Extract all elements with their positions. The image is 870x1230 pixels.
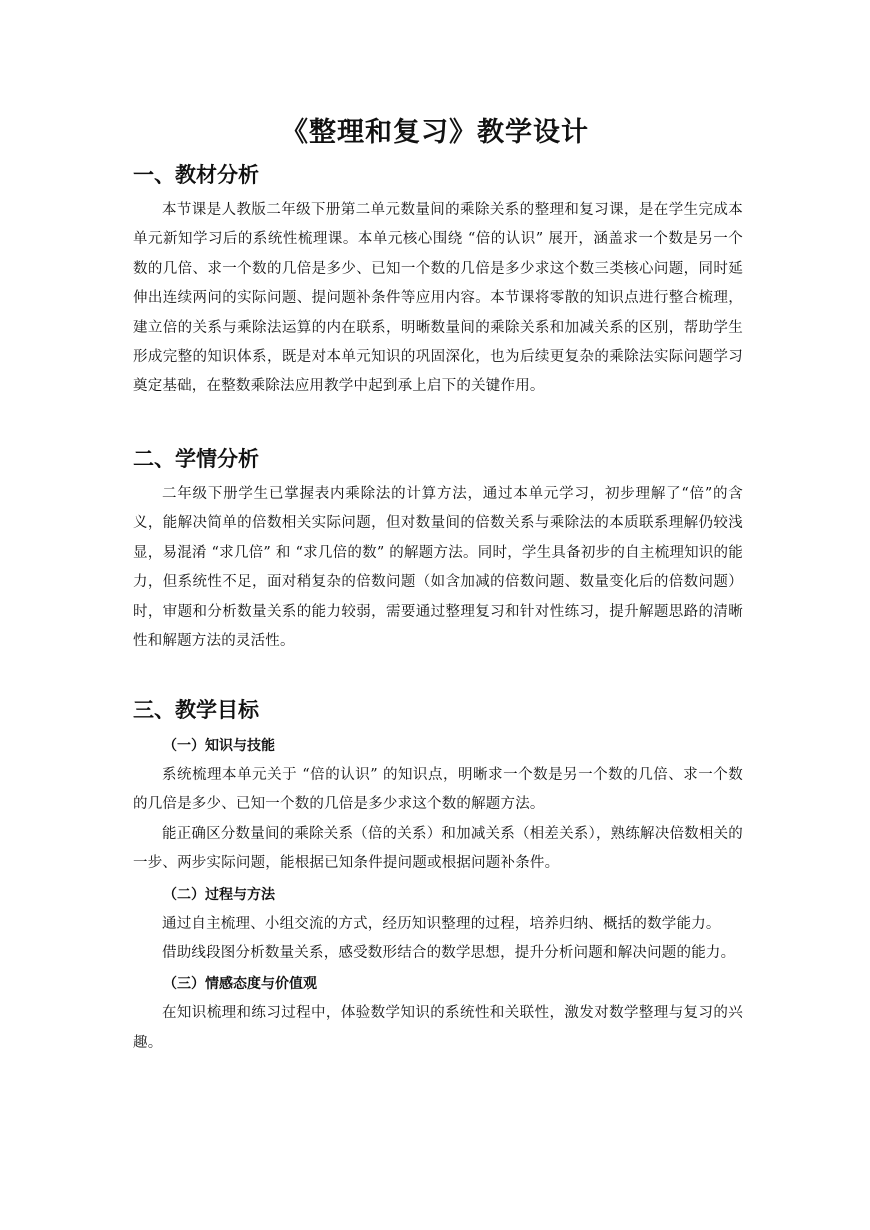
subsection-paragraph: 能正确区分数量间的乘除关系（倍的关系）和加减关系（相差关系），熟练解决倍数相关的一步、两步实际问题，能根据已知条件提问题或根据问题补条件。 xyxy=(133,825,743,872)
objective-knowledge-skills xyxy=(133,731,743,879)
section-heading: 一、教材分析 xyxy=(133,163,259,187)
section-paragraph: 本节课是人教版二年级下册第二单元数量间的乘除关系的整理和复习课，是在学生完成本单元新知学习后的系统性梳理课。本单元核心围绕 “倍的认识” 展开，涵盖求一个数是另一个数的几倍、求一个数的几倍是多少、已知一个数的几倍是多少求这个数三类核心问题，同时延伸出连续两问的实际问题、提问题补条件等应用内容。本节课将零散的知识点进行整合梳理，建立倍的关系与乘除法运算的内在联系，明晰数量间的乘除关系和加减关系的区别，帮助学生形成完整的知识体系，既是对本单元知识的巩固深化，也为后续更复杂的乘除法实际问题学习奠定基础，在整数乘除法应用教学中起到承上启下的关键作用。 xyxy=(133,202,743,395)
section-teaching-objectives xyxy=(133,695,743,1058)
subsection-heading: （三）情感态度与价值观 xyxy=(163,976,317,993)
document-title: 《整理和复习》教学设计 xyxy=(281,117,589,148)
section-student-analysis xyxy=(133,444,743,656)
subsection-paragraph: 系统梳理本单元关于 “倍的认识” 的知识点，明晰求一个数是另一个数的几倍、求一个数的几倍是多少、已知一个数的几倍是多少求这个数的解题方法。 xyxy=(133,767,743,813)
objective-emotion-values xyxy=(133,969,743,1058)
subsection-paragraph: 借助线段图分析数量关系，感受数形结合的数学思想，提升分析问题和解决问题的能力。 xyxy=(162,945,736,962)
section-paragraph: 二年级下册学生已掌握表内乘除法的计算方法，通过本单元学习，初步理解了“倍”的含义，能解决简单的倍数相关实际问题，但对数量间的倍数关系与乘除法的本质联系理解仍较浅显，易混淆 “求几倍” 和 “求几倍的数” 的解题方法。同时，学生具备初步的自主梳理知识的能力，但系统性不足，面对稍复杂的倍数问题（如含加减的倍数问题、数量变化后的倍数问题）时，审题和分析数量关系的能力较弱，需要通过整理复习和针对性练习，提升解题思路的清晰性和解题方法的灵活性。 xyxy=(133,486,743,650)
objective-process-methods xyxy=(133,880,743,969)
subsection-heading: （二）过程与方法 xyxy=(163,886,275,903)
section-heading: 二、学情分析 xyxy=(133,447,259,471)
subsection-paragraph: 通过自主梳理、小组交流的方式，经历知识整理的过程，培养归纳、概括的数学能力。 xyxy=(162,915,721,932)
subsection-heading: （一）知识与技能 xyxy=(163,738,275,754)
subsection-paragraph: 在知识梳理和练习过程中，体验数学知识的系统性和关联性，激发对数学整理与复习的兴趣。 xyxy=(133,1005,743,1051)
section-textbook-analysis xyxy=(133,160,743,402)
section-heading: 三、教学目标 xyxy=(133,698,259,722)
